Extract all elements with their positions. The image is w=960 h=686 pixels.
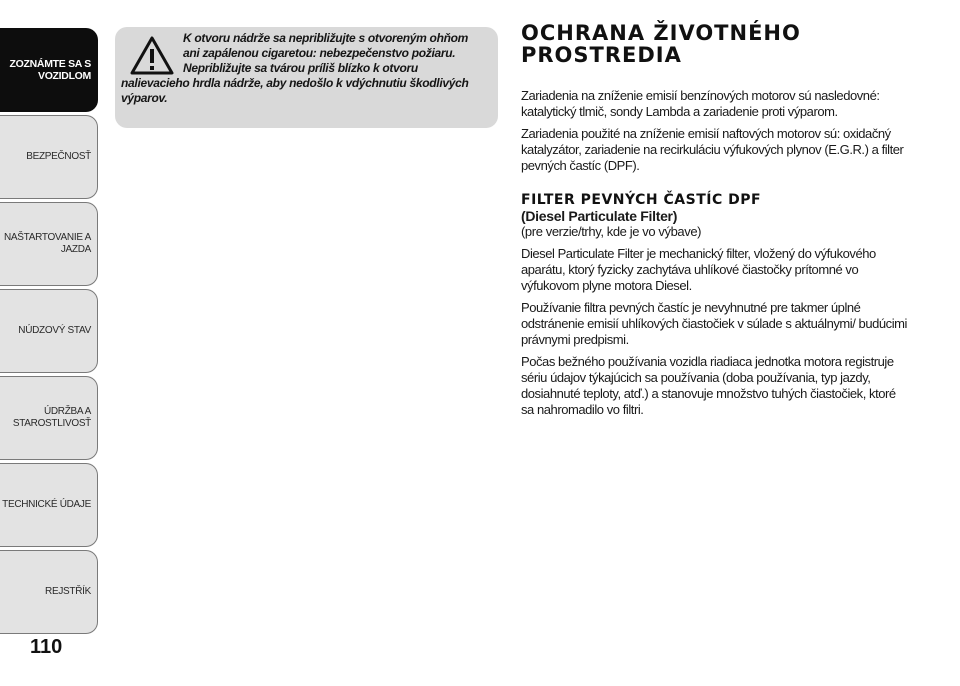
tab-safety[interactable] [0, 115, 98, 199]
dpf-paragraph-3: Počas bežného používania vozidla riadiaca jednotka motora registruje sériu údajov týkajúcich sa používania (doba používania, typ jazdy, dosiahnuté teploty, atď.) a stanovuje množstvo tuhých čiastočiek, ktoré sa nahromadilo vo filtri. [521, 354, 896, 417]
warning-line: nalievacieho hrdla nádrže, aby nedošlo k vdýchnutiu škodlivých [121, 76, 469, 90]
warning-line: ani zapálenou cigaretou: nebezpečenstvo požiaru. [183, 46, 456, 60]
tab-emergency[interactable] [0, 289, 98, 373]
tab-label: NAŠTARTOVANIE A JAZDA [3, 232, 91, 255]
main-content [521, 22, 911, 424]
page-title [521, 22, 911, 66]
warning-line: K otvoru nádrže sa nepribližujte s otvoreným ohňom [183, 31, 469, 45]
page-title-line: OCHRANA ŽIVOTNÉHO [521, 21, 801, 45]
tab-vehicle-intro[interactable] [0, 28, 98, 112]
tab-starting-driving[interactable] [0, 202, 98, 286]
intro-paragraph-gasoline: Zariadenia na zníženie emisií benzínových motorov sú nasledovné: katalytický tlmič, sondy Lambda a zariadenie proti výparom. [521, 88, 880, 119]
intro-paragraph-diesel: Zariadenia použité na zníženie emisií naftových motorov sú: oxidačný katalyzátor, zariadenie na recirkuláciu výfukových plynov (E.G.R.) a filter pevných častíc (DPF). [521, 126, 904, 173]
tab-label: TECHNICKÉ ÚDAJE [2, 499, 91, 510]
warning-line: výparov. [121, 91, 168, 105]
page-number: 110 [30, 636, 63, 658]
dpf-paragraph-1: Diesel Particulate Filter je mechanický filter, vložený do výfukového aparátu, ktorý fyzicky zachytáva uhlíkové čiastočky prítomné vo výfukovom plyne motora Diesel. [521, 246, 876, 293]
page-title-line: PROSTREDIA [521, 43, 682, 67]
tab-label: ÚDRŽBA A STAROSTLIVOSŤ [12, 406, 91, 429]
tab-technical-data[interactable] [0, 463, 98, 547]
dpf-paragraph-2: Používanie filtra pevných častíc je nevyhnutné pre takmer úplné odstránenie emisií uhlíkových čiastočiek v súlade s aktuálnymi/ budúcimi právnymi predpismi. [521, 300, 907, 347]
warning-text [121, 31, 496, 106]
warning-line: Nepribližujte sa tvárou príliš blízko k otvoru [183, 61, 418, 75]
warning-box [115, 27, 498, 128]
section-note: (pre verzie/trhy, kde je vo výbave) [521, 224, 702, 239]
section-subtitle: (Diesel Particulate Filter) [521, 208, 678, 224]
tab-maintenance[interactable] [0, 376, 98, 460]
section-title: FILTER PEVNÝCH ČASTÍC DPF [521, 192, 762, 208]
tab-label: REJSTŘÍK [45, 586, 91, 597]
tab-label: BEZPEČNOSŤ [26, 151, 91, 162]
tab-label: NÚDZOVÝ STAV [18, 325, 91, 336]
tab-index[interactable] [0, 550, 98, 634]
tab-label: ZOZNÁMTE SA S VOZIDLOM [9, 58, 91, 82]
